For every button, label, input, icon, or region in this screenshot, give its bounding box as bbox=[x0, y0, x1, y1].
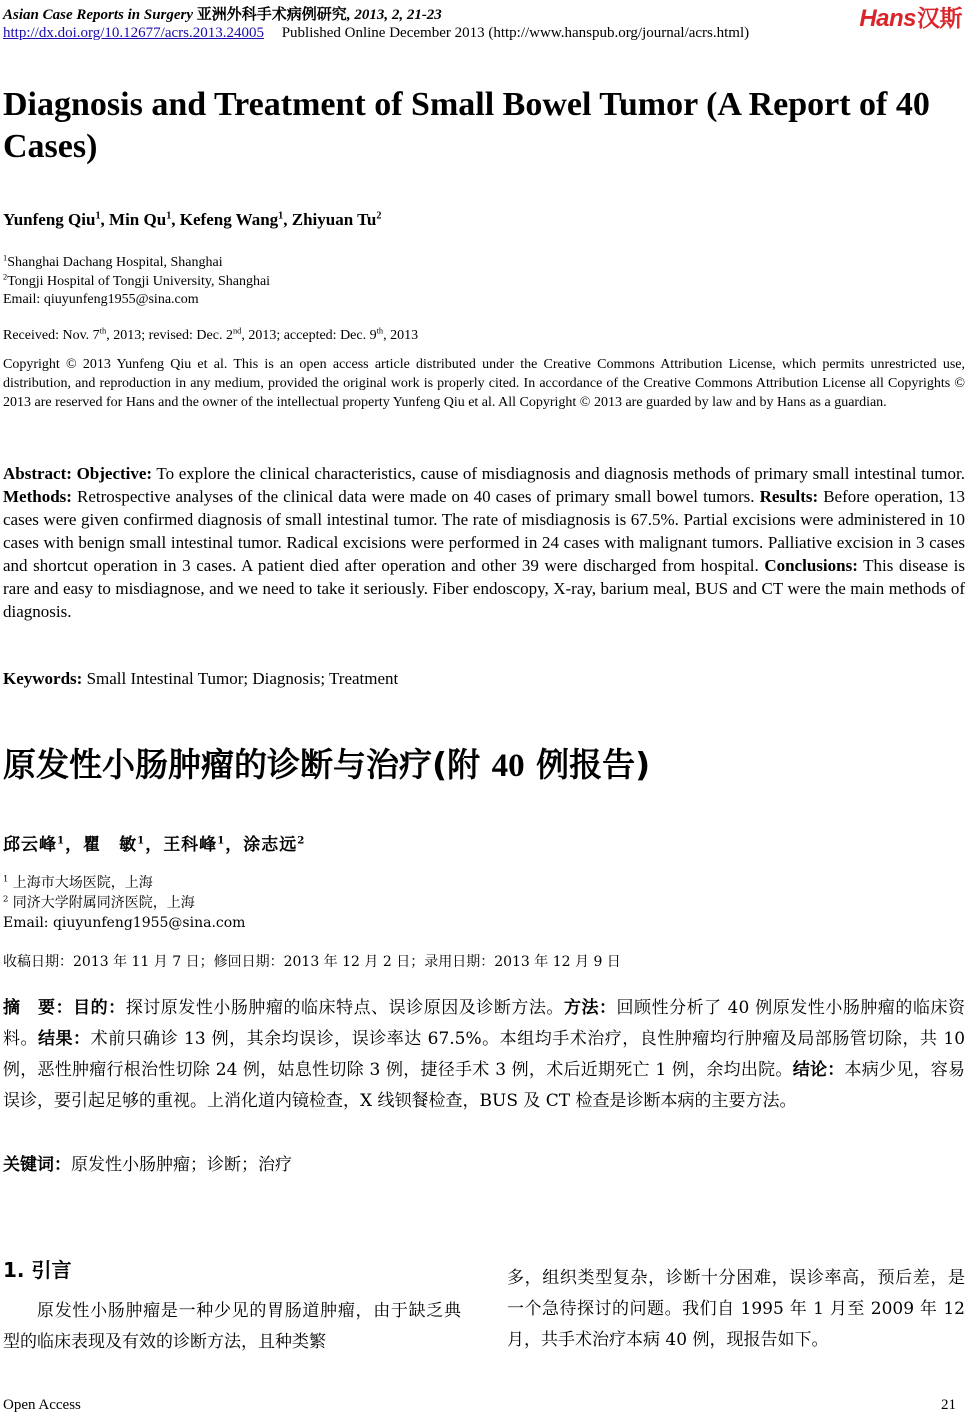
footer-open-access: Open Access bbox=[3, 1397, 81, 1413]
methods-text: Retrospective analyses of the clinical data were made on 40 cases of primary small bowel tumors. bbox=[71, 487, 760, 506]
keywords-label: Keywords: bbox=[3, 669, 83, 688]
affiliation-text: 上海市大场医院，上海 bbox=[12, 875, 153, 891]
affiliation-sup: 2 bbox=[3, 893, 9, 904]
logo-latin: Hans bbox=[859, 5, 916, 32]
intro-left-column: 原发性小肠肿瘤是一种少见的胃肠道肿瘤，由于缺乏典型的临床表现及有效的诊断方法，且种类繁 bbox=[3, 1301, 461, 1352]
methods-text-cn: 回顾性分析了 40 例原发性小肠肿瘤的临床资料。 bbox=[3, 998, 966, 1049]
affiliation-sup: 1 bbox=[3, 873, 9, 884]
received-sup: th bbox=[99, 326, 107, 336]
accepted-sup: th bbox=[376, 326, 384, 336]
keywords-en bbox=[3, 669, 398, 689]
results-text: Before operation, 13 cases were given confirmed diagnosis of small intestinal tumor. The rate of misdiagnosis is 67.5%. Partial excisions were administered in 10 cases with benign small intestinal tumor. Radical excisions were performed in 24 cases with malignant tumors. Palliative excision in 3 cases and shortcut operation in 3 cases. A patient died after operation and other 39 were discharged from hospital. bbox=[3, 487, 965, 575]
author-sup: 1 bbox=[166, 210, 172, 222]
affiliation bbox=[3, 254, 270, 273]
author-sup: 1 bbox=[137, 834, 146, 847]
abstract-label-cn: 摘 要： bbox=[3, 998, 74, 1018]
title-cn-post: 例报告) bbox=[524, 745, 651, 784]
affiliation-sup: 1 bbox=[3, 253, 8, 263]
journal-header bbox=[3, 3, 442, 24]
author-sup: 2 bbox=[376, 210, 382, 222]
paper-title-cn bbox=[3, 739, 650, 786]
title-cn-num: 40 bbox=[491, 748, 525, 784]
conclusions-text: This disease is rare and easy to misdiagnose, and we need to take it seriously. Fiber endoscopy, X-ray, barium meal, BUS and CT were the main methods of diagnosis. bbox=[3, 556, 965, 621]
received-dates bbox=[3, 327, 418, 346]
email-en: Email: qiuyunfeng1955@sina.com bbox=[3, 292, 199, 307]
author-name: Min Qu bbox=[109, 210, 167, 229]
hans-logo bbox=[859, 0, 962, 33]
affiliation-cn bbox=[3, 893, 245, 913]
author-name-cn: 邱云峰 bbox=[3, 835, 57, 855]
keywords-cn bbox=[3, 1150, 292, 1175]
objective-label-cn: 目的： bbox=[73, 998, 126, 1018]
author-name-cn: 王科峰 bbox=[163, 835, 218, 855]
authors-cn: 邱云峰$^1$，瞿 敏$^1$，王科峰$^1$，涂志远$^2$ bbox=[3, 834, 306, 855]
author-sup: 1 bbox=[278, 210, 284, 222]
section-title: 引言 bbox=[31, 1258, 72, 1282]
intro-right-column: 多，组织类型复杂，诊断十分困难，误诊率高，预后差，是一个急待探讨的问题。我们自 1995 年 1 月至 2009 年 12 月，共手术治疗本病 40 例，现报告如下。 bbox=[507, 1268, 965, 1350]
published-online: Published Online December 2013 (http://www.hanspub.org/journal/acrs.html) bbox=[281, 25, 750, 41]
section-number: 1. bbox=[3, 1258, 25, 1282]
copyright-notice: Copyright © 2013 Yunfeng Qiu et al. This is an open access article distributed under the Creative Commons Attribution License, which permits unrestricted use, distribution, and reproduction in any medium, provided the original work is properly cited. In accordance of the Creative Commons Attribution License all Copyrights © 2013 are reserved for Hans and the owner of the intellectual property Yunfeng Qiu et al. All Copyright © 2013 are guarded by law and by Hans as a guardian. bbox=[3, 357, 965, 410]
authors-en: Yunfeng Qiu$^1$, Min Qu$^1$, Kefeng Wang$^1$, Zhiyuan Tu$^2$ bbox=[3, 210, 382, 229]
doi-link[interactable]: http://dx.doi.org/10.12677/acrs.2013.24005 bbox=[3, 25, 264, 41]
accepted-year: , 2013 bbox=[383, 328, 419, 343]
keywords-text: Small Intestinal Tumor; Diagnosis; Treatment bbox=[82, 669, 399, 688]
author-sup: 2 bbox=[297, 834, 306, 847]
methods-label-cn: 方法： bbox=[563, 998, 617, 1018]
section-heading bbox=[3, 1254, 71, 1283]
results-label: Results: bbox=[759, 487, 819, 506]
author-name: Kefeng Wang bbox=[179, 210, 279, 229]
revised-sup: nd bbox=[232, 326, 242, 336]
paper-title-en: Diagnosis and Treatment of Small Bowel Tumor (A Report of 40 Cases) bbox=[3, 86, 930, 165]
abstract-cn bbox=[3, 993, 965, 1117]
title-cn-pre: 原发性小肠肿瘤的诊断与治疗(附 bbox=[3, 745, 492, 784]
objective-text: To explore the clinical characteristics, cause of misdiagnosis and diagnosis methods of primary small intestinal tumor. bbox=[152, 464, 965, 483]
affiliations-en bbox=[3, 254, 270, 310]
methods-label: Methods: bbox=[3, 487, 72, 506]
conclusions-label: Conclusions: bbox=[764, 556, 858, 575]
email-cn: Email: qiuyunfeng1955@sina.com bbox=[3, 915, 246, 931]
doi-line bbox=[3, 25, 749, 42]
accepted-text: , 2013; accepted: Dec. 9 bbox=[241, 328, 377, 343]
dates-cn: 收稿日期：2013 年 11 月 7 日；修回日期：2013 年 12 月 2 日；录用日期：2013 年 12 月 9 日 bbox=[3, 954, 621, 970]
affiliation-text: Tongji Hospital of Tongji University, Shanghai bbox=[7, 273, 271, 289]
author-name: Zhiyuan Tu bbox=[291, 210, 377, 229]
affiliation-sup: 2 bbox=[3, 271, 8, 281]
conclusions-text-cn: 本病少见，容易误诊，要引起足够的重视。上消化道内镜检查，X 线钡餐检查，BUS 及 CT 检查是诊断本病的主要方法。 bbox=[3, 1060, 966, 1111]
logo-cn: 汉斯 bbox=[917, 5, 962, 31]
author-sup: 1 bbox=[57, 834, 66, 847]
revised-text: , 2013; revised: Dec. 2 bbox=[106, 328, 233, 343]
affiliation-text: Shanghai Dachang Hospital, Shanghai bbox=[7, 255, 223, 270]
page-number: 21 bbox=[941, 1397, 956, 1413]
affiliation-text: 同济大学附属同济医院，上海 bbox=[12, 895, 195, 911]
results-label-cn: 结果： bbox=[38, 1029, 91, 1049]
journal-name-cn: 亚洲外科手术病例研究 bbox=[196, 7, 347, 23]
author-name: Yunfeng Qiu bbox=[3, 210, 96, 229]
affiliations-cn bbox=[3, 873, 245, 933]
journal-name-en: Asian Case Reports in Surgery bbox=[3, 7, 194, 23]
keywords-text-cn: 原发性小肠肿瘤；诊断；治疗 bbox=[71, 1155, 292, 1175]
author-sup: 1 bbox=[95, 210, 101, 222]
received-text: Received: Nov. 7 bbox=[3, 328, 100, 343]
objective-text-cn: 探讨原发性小肠肿瘤的临床特点、误诊原因及诊断方法。 bbox=[125, 998, 564, 1018]
author-sup: 1 bbox=[217, 834, 226, 847]
author-name-cn: 瞿 敏 bbox=[83, 835, 138, 855]
abstract-en bbox=[3, 462, 965, 623]
journal-citation: , 2013, 2, 21-23 bbox=[346, 7, 442, 23]
conclusions-label-cn: 结论： bbox=[792, 1060, 845, 1080]
results-text-cn: 术前只确诊 13 例，其余均误诊，误诊率达 67.5%。本组均手术治疗，良性肿瘤均行肿瘤及局部肠管切除，共 10 例，恶性肿瘤行根治性切除 24 例，姑息性切除 3 例，捷径手术 3 例，术后近期死亡 1 例，余均出院。 bbox=[3, 1029, 966, 1080]
objective-label: Objective: bbox=[76, 464, 153, 483]
affiliation bbox=[3, 273, 270, 292]
author-name-cn: 涂志远 bbox=[243, 835, 298, 855]
abstract-label: Abstract: bbox=[3, 464, 72, 483]
keywords-label-cn: 关键词： bbox=[3, 1155, 71, 1175]
affiliation-cn bbox=[3, 873, 245, 893]
